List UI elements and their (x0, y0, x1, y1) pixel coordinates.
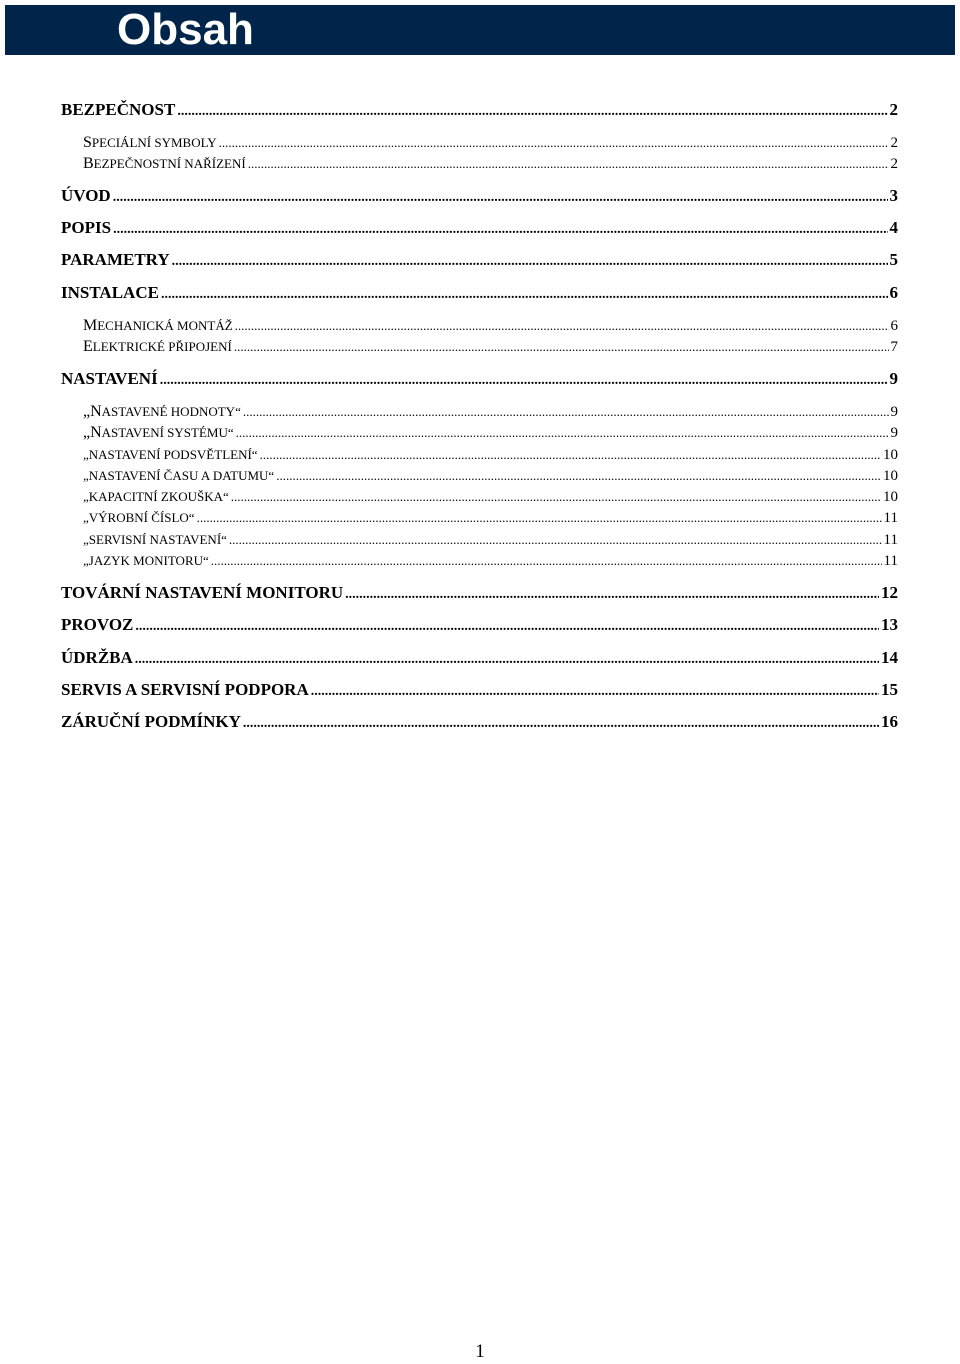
toc-leader-dots (235, 317, 889, 335)
toc-entry-page: 3 (889, 186, 898, 205)
toc-entry-specialni-symboly[interactable] (83, 134, 898, 153)
toc-entry-page: 13 (881, 615, 898, 634)
toc-leader-dots (135, 650, 879, 670)
toc-entry-label: ÚDRŽBA (61, 648, 133, 667)
toc-entry-page: 4 (889, 218, 898, 237)
toc-entry-mechanicka-montaz[interactable] (83, 317, 898, 336)
toc-entry-bezpecnost[interactable] (61, 100, 898, 122)
toc-entry-label: „NASTAVENÍ ČASU A DATUMU“ (83, 468, 275, 483)
toc-entry-servis-a-servisni-podpora[interactable] (61, 680, 898, 702)
toc-entry-jazyk-monitoru[interactable] (83, 552, 898, 570)
toc-leader-dots (231, 488, 881, 506)
toc-entry-nastaveni[interactable] (61, 369, 898, 391)
toc-entry-label: POPIS (61, 218, 112, 237)
toc-entry-page: 10 (883, 468, 898, 484)
toc-entry-label: BEZPEČNOSTNÍ NAŘÍZENÍ (83, 155, 246, 172)
toc-entry-vyrobni-cislo[interactable] (83, 509, 898, 527)
toc-leader-dots (276, 467, 881, 485)
toc-entry-page: 2 (890, 156, 898, 172)
toc-entry-elektricke-pripojeni[interactable] (83, 338, 898, 357)
toc-entry-label: „NASTAVENÉ HODNOTY“ (83, 403, 241, 420)
toc-entry-label: „KAPACITNÍ ZKOUŠKA“ (83, 489, 229, 504)
toc-entry-popis[interactable] (61, 218, 898, 240)
toc-entry-page: 11 (883, 532, 898, 548)
toc-entry-label: TOVÁRNÍ NASTAVENÍ MONITORU (61, 583, 344, 602)
toc-leader-dots (260, 446, 881, 464)
toc-entry-label: INSTALACE (61, 283, 159, 302)
toc-entry-label: „JAZYK MONITORU“ (83, 553, 209, 568)
toc-leader-dots (197, 509, 882, 527)
toc-entry-nastaveni-systemu[interactable] (83, 424, 898, 443)
toc-entry-page: 11 (883, 553, 898, 569)
toc-leader-dots (311, 682, 879, 702)
toc-entry-label: ZÁRUČNÍ PODMÍNKY (61, 712, 241, 731)
toc-entry-page: 5 (889, 250, 898, 269)
toc-entry-nastaveni-podsvetleni[interactable] (83, 446, 898, 464)
toc-entry-page: 6 (889, 283, 898, 302)
toc-entry-provoz[interactable] (61, 615, 898, 637)
toc-entry-udrzba[interactable] (61, 648, 898, 670)
toc-entry-zarucni-podminky[interactable] (61, 712, 898, 734)
toc-entry-label: ELEKTRICKÉ PŘIPOJENÍ (83, 338, 232, 355)
toc-entry-label: SERVIS A SERVISNÍ PODPORA (61, 680, 309, 699)
toc-entry-page: 16 (881, 712, 898, 731)
toc-entry-kapacitni-zkouska[interactable] (83, 488, 898, 506)
toc-entry-page: 7 (890, 339, 898, 355)
toc-entry-label: ÚVOD (61, 186, 111, 205)
toc-entry-page: 10 (883, 447, 898, 463)
toc-entry-page: 10 (883, 489, 898, 505)
toc-entry-label: NASTAVENÍ (61, 369, 158, 388)
toc-entry-label: PARAMETRY (61, 250, 170, 269)
toc-entry-page: 12 (881, 583, 898, 602)
toc-entry-label: „VÝROBNÍ ČÍSLO“ (83, 510, 195, 525)
toc-leader-dots (229, 531, 882, 549)
toc-entry-page: 2 (889, 100, 898, 119)
toc-entry-page: 15 (881, 680, 898, 699)
toc-leader-dots (243, 714, 879, 734)
toc-entry-label: „NASTAVENÍ PODSVĚTLENÍ“ (83, 447, 258, 462)
toc-entry-tovarni-nastaveni-monitoru[interactable] (61, 583, 898, 605)
toc-leader-dots (135, 617, 879, 637)
toc-entry-label: PROVOZ (61, 615, 134, 634)
toc-entry-page: 9 (890, 425, 898, 441)
toc-entry-page: 14 (881, 648, 898, 667)
toc-leader-dots (211, 552, 882, 570)
toc-leader-dots (345, 585, 879, 605)
toc-leader-dots (236, 424, 889, 442)
toc-entry-label: MECHANICKÁ MONTÁŽ (83, 317, 233, 334)
toc-entry-instalace[interactable] (61, 283, 898, 305)
toc-entry-page: 2 (890, 135, 898, 151)
toc-entry-nastaveni-casu-a-datumu[interactable] (83, 467, 898, 485)
toc-entry-parametry[interactable] (61, 250, 898, 272)
toc-entry-label: SPECIÁLNÍ SYMBOLY (83, 134, 217, 151)
toc-leader-dots (248, 155, 889, 173)
toc-entry-label: „SERVISNÍ NASTAVENÍ“ (83, 532, 227, 547)
toc-entry-label: „NASTAVENÍ SYSTÉMU“ (83, 424, 234, 441)
page-title: Obsah (117, 5, 254, 54)
toc-leader-dots (113, 220, 887, 240)
toc-leader-dots (172, 252, 888, 272)
toc-entry-page: 6 (890, 318, 898, 334)
toc-leader-dots (243, 403, 889, 421)
toc-leader-dots (234, 338, 889, 356)
toc-entry-label: BEZPEČNOST (61, 100, 176, 119)
toc-entry-servisni-nastaveni[interactable] (83, 531, 898, 549)
toc-entry-page: 11 (883, 510, 898, 526)
page-number: 1 (475, 1341, 485, 1362)
toc-leader-dots (161, 285, 888, 305)
toc-entry-page: 9 (890, 404, 898, 420)
toc-leader-dots (113, 188, 888, 208)
toc-entry-nastavene-hodnoty[interactable] (83, 403, 898, 422)
toc-entry-bezpecnostni-narizeni[interactable] (83, 155, 898, 174)
toc-leader-dots (160, 371, 888, 391)
toc-leader-dots (219, 134, 889, 152)
toc-leader-dots (177, 102, 887, 122)
title-bar (5, 5, 955, 55)
toc-entry-page: 9 (889, 369, 898, 388)
toc-entry-uvod[interactable] (61, 186, 898, 208)
